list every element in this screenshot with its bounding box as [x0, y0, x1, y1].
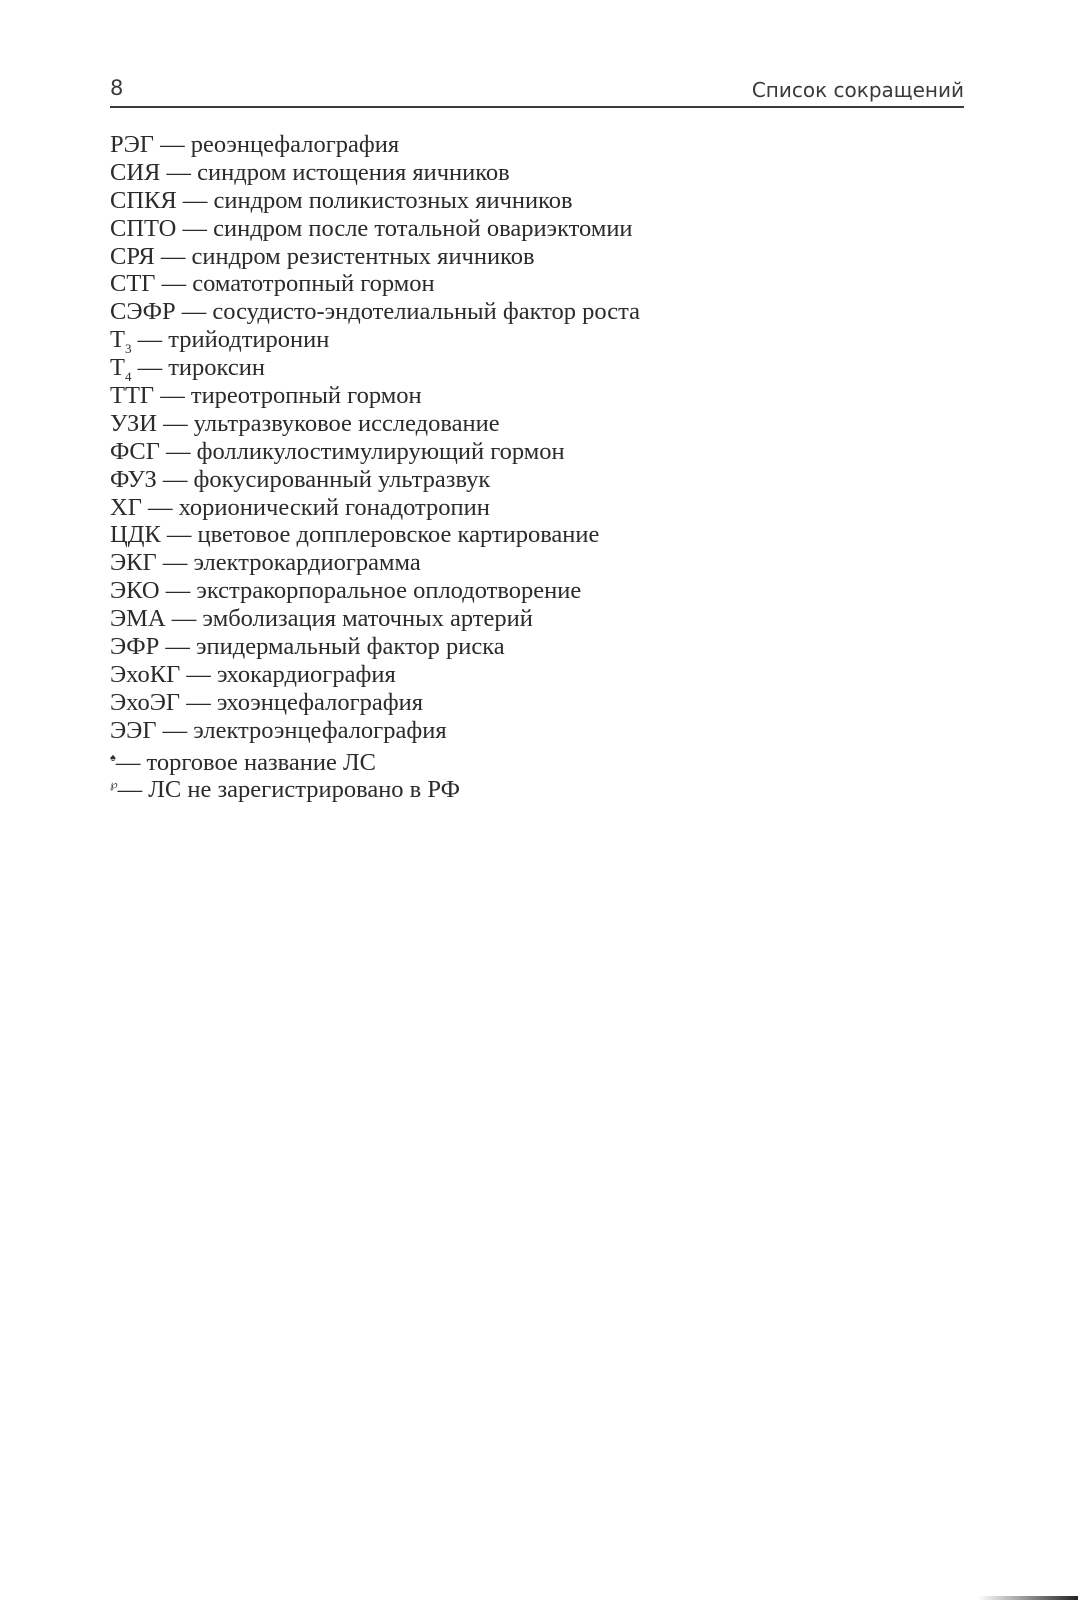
em-dash-separator: —: [131, 354, 169, 382]
em-dash-separator: —: [141, 493, 179, 521]
abbreviation-term: СИЯ: [110, 158, 161, 186]
abbreviation-term: ЦДК: [110, 521, 161, 549]
abbreviation-term: ЭхоКГ: [110, 660, 181, 688]
abbreviation-item: [110, 521, 640, 549]
abbreviation-definition: торговое название ЛС: [146, 748, 376, 776]
em-dash-separator: —: [117, 776, 149, 804]
abbreviation-term: ЭЭГ: [110, 716, 157, 744]
abbreviation-definition: сосудисто-эндотелиальный фактор роста: [212, 298, 641, 326]
abbreviation-subscript: 3: [124, 341, 132, 357]
abbreviation-item: [110, 494, 640, 522]
em-dash-separator: —: [157, 409, 194, 437]
abbreviation-item: [110, 745, 640, 776]
abbreviation-item: [110, 354, 640, 385]
abbreviation-term: ЭхоЭГ: [110, 688, 181, 716]
abbreviation-item: [110, 382, 640, 410]
section-title: Список сокращений: [751, 78, 964, 102]
abbreviation-definition: эхокардиография: [217, 660, 396, 688]
abbreviation-item: [110, 466, 640, 494]
abbreviation-term: ФСГ: [110, 437, 160, 465]
em-dash-separator: —: [159, 437, 197, 465]
abbreviation-term: РЭГ: [110, 131, 154, 158]
abbreviation-term: ФУЗ: [110, 465, 157, 493]
abbreviation-item: [110, 187, 640, 215]
abbreviation-definition: цветовое допплеровское картирование: [197, 521, 600, 549]
em-dash-separator: —: [159, 633, 197, 661]
abbreviation-item: [110, 438, 640, 466]
abbreviation-definition: тиреотропный гормон: [190, 382, 422, 410]
abbreviation-definition: трийодтиронин: [168, 326, 330, 354]
abbreviation-term: Т: [110, 326, 125, 354]
abbreviation-definition: ультразвуковое исследование: [193, 409, 500, 437]
abbreviation-definition: ЛС не зарегистрировано в РФ: [148, 776, 460, 804]
abbreviation-definition: эхоэнцефалография: [216, 688, 424, 716]
em-dash-separator: —: [176, 214, 214, 242]
abbreviation-definition: хорионический гонадотропин: [178, 493, 490, 521]
abbreviation-term: Т: [110, 354, 125, 382]
abbreviation-item: [110, 689, 640, 717]
abbreviation-item: [110, 270, 640, 298]
em-dash-separator: —: [176, 186, 214, 214]
trade-name-symbol-icon: ♠: [110, 751, 116, 764]
abbreviation-definition: фолликулостимулирующий гормон: [196, 437, 565, 465]
abbreviation-term: СПТО: [110, 214, 177, 242]
abbreviation-term: УЗИ: [110, 409, 157, 437]
em-dash-separator: —: [165, 605, 203, 633]
abbreviation-item: [110, 131, 640, 159]
em-dash-separator: —: [154, 382, 191, 410]
page-number: 8: [110, 76, 124, 100]
em-dash-separator: —: [131, 326, 169, 354]
em-dash-separator: —: [175, 298, 213, 326]
em-dash-separator: —: [154, 242, 192, 270]
abbreviation-definition: реоэнцефалография: [190, 131, 400, 158]
abbreviation-definition: синдром истощения яичников: [197, 158, 510, 186]
abbreviation-definition: эпидермальный фактор риска: [196, 633, 505, 661]
abbreviation-definition: синдром резистентных яичников: [191, 242, 535, 270]
abbreviation-term: ЭФР: [110, 633, 160, 661]
abbreviation-term: ЭКГ: [110, 549, 157, 577]
abbreviation-item: [110, 410, 640, 438]
em-dash-separator: —: [156, 465, 194, 493]
abbreviation-definition: синдром поликистозных яичников: [213, 186, 573, 214]
em-dash-separator: —: [160, 521, 198, 549]
em-dash-separator: —: [115, 748, 147, 776]
abbreviation-list: [110, 131, 641, 804]
em-dash-separator: —: [155, 270, 193, 298]
abbreviation-item: [110, 326, 640, 357]
abbreviation-item: [110, 661, 640, 689]
em-dash-separator: —: [159, 577, 197, 605]
em-dash-separator: —: [160, 158, 198, 186]
em-dash-separator: —: [156, 549, 194, 577]
abbreviation-term: ЭКО: [110, 577, 160, 605]
abbreviation-term: СПКЯ: [110, 186, 177, 214]
not-registered-symbol-icon: ℘: [110, 779, 118, 792]
abbreviation-term: ТТГ: [110, 382, 155, 410]
abbreviation-definition: фокусированный ультразвук: [193, 465, 491, 493]
abbreviation-term: СЭФР: [110, 298, 176, 326]
abbreviation-item: [110, 605, 640, 633]
running-header: [110, 74, 964, 108]
scan-edge-shadow: [978, 1596, 1078, 1600]
abbreviation-item: [110, 577, 640, 605]
abbreviation-term: СРЯ: [110, 242, 155, 270]
abbreviation-item: [110, 243, 640, 271]
abbreviation-term: СТГ: [110, 270, 156, 298]
abbreviation-term: ХГ: [110, 493, 142, 521]
abbreviation-definition: электроэнцефалография: [193, 716, 447, 744]
abbreviation-definition: соматотропный гормон: [192, 270, 435, 298]
abbreviation-definition: электрокардиограмма: [193, 549, 421, 577]
abbreviation-item: [110, 549, 640, 577]
abbreviation-definition: эмболизация маточных артерий: [202, 605, 533, 633]
abbreviation-subscript: 4: [124, 369, 132, 385]
abbreviation-definition: синдром после тотальной овариэктомии: [213, 214, 633, 242]
abbreviation-definition: тироксин: [168, 354, 265, 382]
abbreviation-item: [110, 298, 640, 326]
em-dash-separator: —: [156, 716, 194, 744]
abbreviation-item: [110, 772, 640, 804]
abbreviation-item: [110, 717, 640, 745]
abbreviation-item: [110, 633, 640, 661]
em-dash-separator: —: [153, 131, 191, 158]
abbreviation-term: ЭМА: [110, 605, 166, 633]
em-dash-separator: —: [180, 688, 217, 716]
abbreviation-item: [110, 215, 640, 243]
abbreviation-definition: экстракорпоральное оплодотворение: [196, 577, 582, 605]
abbreviation-item: [110, 159, 640, 187]
em-dash-separator: —: [180, 660, 217, 688]
